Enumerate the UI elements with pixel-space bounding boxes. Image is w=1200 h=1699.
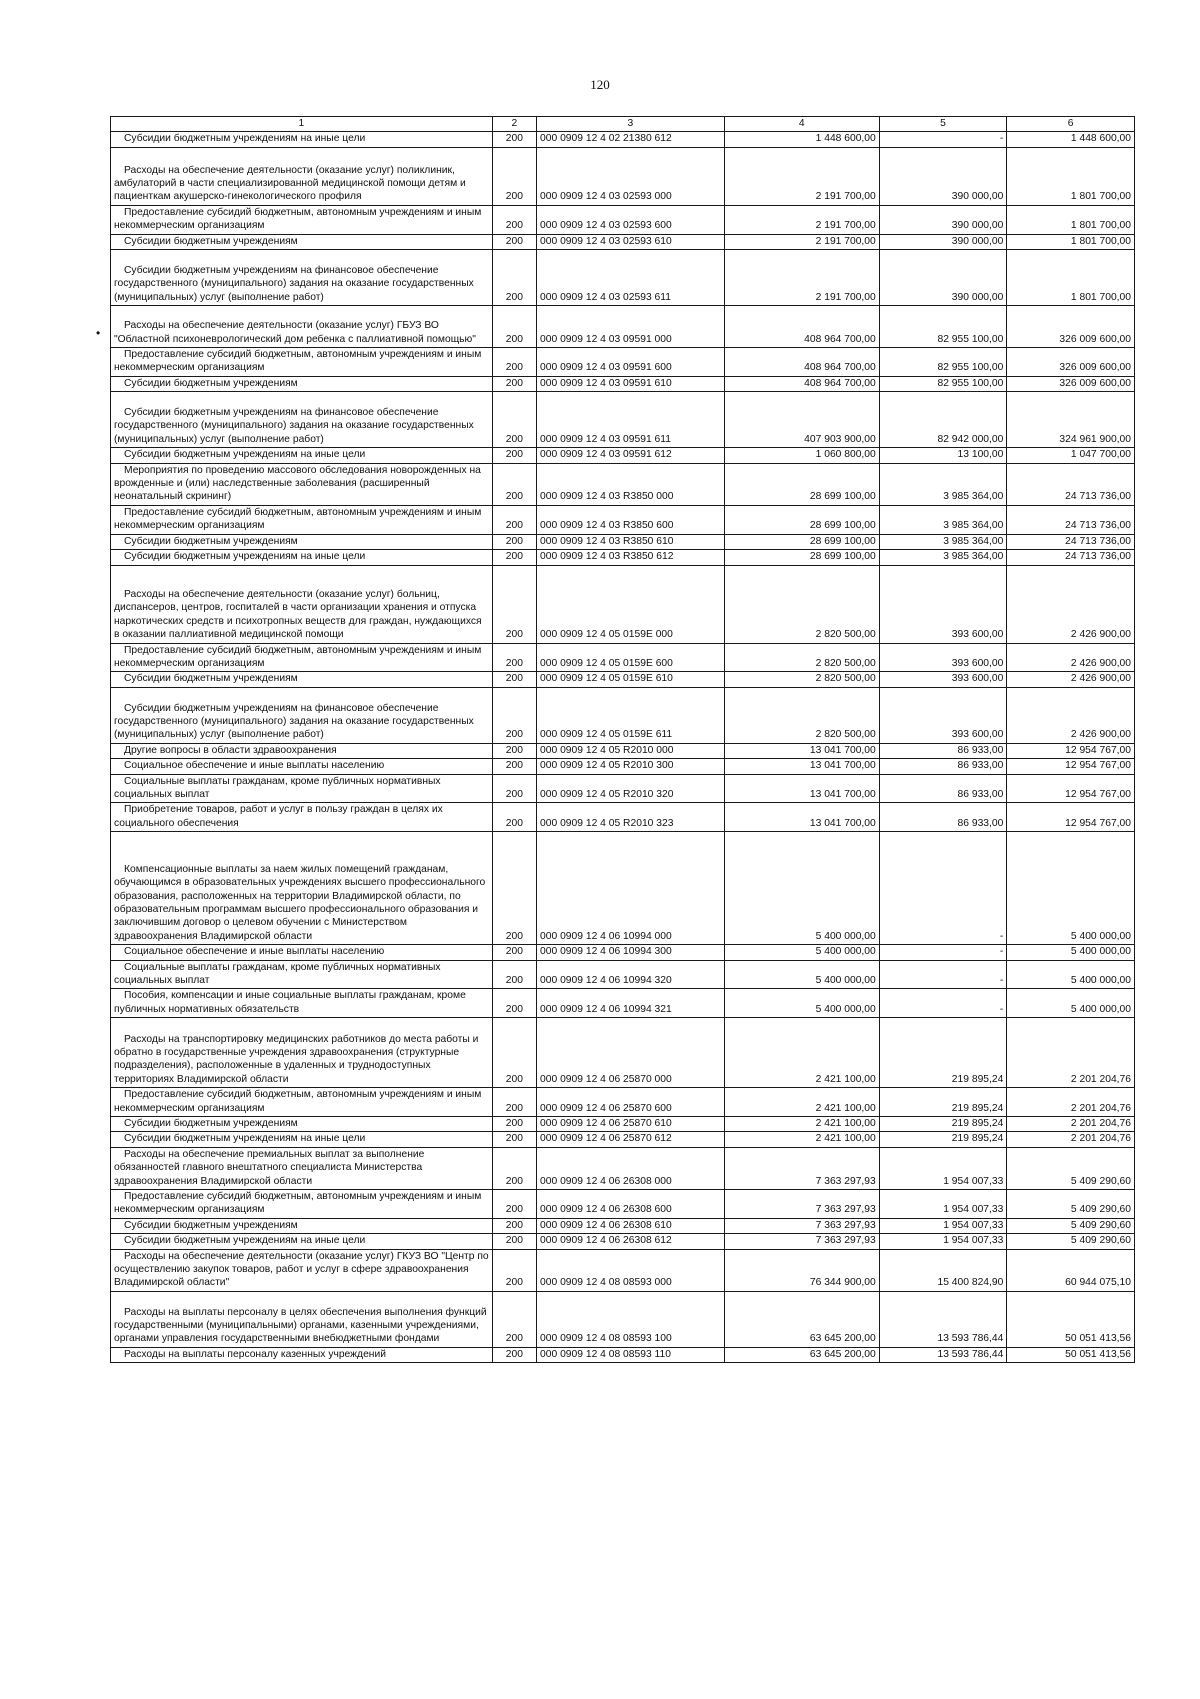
row-admin-code-cell: 200 (492, 448, 536, 463)
row-admin-code-cell: 200 (492, 234, 536, 249)
row-amount-cell: 7 363 297,93 (724, 1147, 879, 1189)
row-amount-cell: 13 041 700,00 (724, 803, 879, 832)
row-amount-cell: 2 201 204,76 (1007, 1117, 1135, 1132)
table-row (111, 743, 1135, 758)
table-row (111, 759, 1135, 774)
row-amount-cell: 390 000,00 (879, 234, 1007, 249)
row-amount-cell: 219 895,24 (879, 1088, 1007, 1117)
column-header-2: 2 (492, 117, 536, 132)
row-amount-cell: 50 051 413,56 (1007, 1291, 1135, 1347)
row-budget-code-cell: 000 0909 12 4 06 10994 300 (537, 945, 725, 960)
row-name-cell: Расходы на обеспечение деятельности (оказание услуг) ГБУЗ ВО "Областной психоневрологический дом ребенка с паллиативной помощью" (111, 306, 493, 348)
row-name-cell: Предоставление субсидий бюджетным, автономным учреждениям и иным некоммерческим организациям (111, 643, 493, 672)
row-budget-code-cell: 000 0909 12 4 06 10994 320 (537, 960, 725, 989)
row-name-cell: Социальное обеспечение и иные выплаты населению (111, 759, 493, 774)
row-admin-code-cell: 200 (492, 534, 536, 549)
row-admin-code-cell: 200 (492, 565, 536, 643)
row-amount-cell: 1 801 700,00 (1007, 147, 1135, 205)
row-admin-code-cell: 200 (492, 205, 536, 234)
column-header-4: 4 (724, 117, 879, 132)
row-admin-code-cell: 200 (492, 743, 536, 758)
row-amount-cell: - (879, 960, 1007, 989)
table-row (111, 234, 1135, 249)
row-name-cell: Субсидии бюджетным учреждениям на иные цели (111, 1234, 493, 1249)
column-header-1: 1 (111, 117, 493, 132)
row-budget-code-cell: 000 0909 12 4 08 08593 110 (537, 1347, 725, 1362)
row-admin-code-cell: 200 (492, 832, 536, 945)
row-amount-cell: 50 051 413,56 (1007, 1347, 1135, 1362)
row-amount-cell: 2 201 204,76 (1007, 1018, 1135, 1088)
row-name-cell: Мероприятия по проведению массового обследования новорожденных на врожденные и (или) наследственные заболевания (расширенный неонатальный скрининг) (111, 463, 493, 505)
table-row (111, 803, 1135, 832)
row-budget-code-cell: 000 0909 12 4 05 0159E 610 (537, 672, 725, 687)
row-budget-code-cell: 000 0909 12 4 06 10994 321 (537, 989, 725, 1018)
row-amount-cell: 2 820 500,00 (724, 565, 879, 643)
row-amount-cell: 86 933,00 (879, 743, 1007, 758)
row-admin-code-cell: 200 (492, 687, 536, 743)
table-row (111, 505, 1135, 534)
row-amount-cell: 1 448 600,00 (1007, 132, 1135, 147)
row-admin-code-cell: 200 (492, 1291, 536, 1347)
row-amount-cell: 2 820 500,00 (724, 672, 879, 687)
row-admin-code-cell: 200 (492, 774, 536, 803)
table-body (111, 132, 1135, 1363)
row-amount-cell: 86 933,00 (879, 774, 1007, 803)
table-row (111, 1234, 1135, 1249)
row-amount-cell: 2 421 100,00 (724, 1117, 879, 1132)
row-amount-cell: 5 400 000,00 (1007, 960, 1135, 989)
table-row (111, 1291, 1135, 1347)
row-name-cell: Субсидии бюджетным учреждениям (111, 672, 493, 687)
row-budget-code-cell: 000 0909 12 4 05 R2010 300 (537, 759, 725, 774)
row-name-cell: Расходы на обеспечение деятельности (оказание услуг) ГКУЗ ВО "Центр по осуществлению закупок товаров, работ и услуг в сфере здравоохранения Владимирской области" (111, 1249, 493, 1291)
row-amount-cell: 3 985 364,00 (879, 534, 1007, 549)
table-row (111, 945, 1135, 960)
row-amount-cell: 28 699 100,00 (724, 463, 879, 505)
row-amount-cell: 2 421 100,00 (724, 1132, 879, 1147)
row-amount-cell: 5 409 290,60 (1007, 1218, 1135, 1233)
row-budget-code-cell: 000 0909 12 4 06 26308 600 (537, 1190, 725, 1219)
row-name-cell: Расходы на обеспечение деятельности (оказание услуг) поликлиник, амбулаторий в части специализированной медицинской помощи детям и пациенткам акушерско-гинекологического профиля (111, 147, 493, 205)
table-row (111, 1018, 1135, 1088)
row-amount-cell: 13 041 700,00 (724, 743, 879, 758)
row-amount-cell: 2 201 204,76 (1007, 1088, 1135, 1117)
column-header-5: 5 (879, 117, 1007, 132)
row-amount-cell: 5 409 290,60 (1007, 1147, 1135, 1189)
table-row (111, 1190, 1135, 1219)
row-amount-cell: 393 600,00 (879, 672, 1007, 687)
row-budget-code-cell: 000 0909 12 4 03 R3850 000 (537, 463, 725, 505)
row-amount-cell: 5 400 000,00 (1007, 989, 1135, 1018)
row-name-cell: Расходы на выплаты персоналу казенных учреждений (111, 1347, 493, 1362)
row-amount-cell: 60 944 075,10 (1007, 1249, 1135, 1291)
row-amount-cell: 63 645 200,00 (724, 1347, 879, 1362)
row-budget-code-cell: 000 0909 12 4 03 R3850 612 (537, 550, 725, 565)
row-budget-code-cell: 000 0909 12 4 03 02593 600 (537, 205, 725, 234)
row-admin-code-cell: 200 (492, 1018, 536, 1088)
budget-table (110, 116, 1135, 1363)
row-amount-cell: 326 009 600,00 (1007, 306, 1135, 348)
row-amount-cell: 12 954 767,00 (1007, 759, 1135, 774)
table-row (111, 1249, 1135, 1291)
row-amount-cell: 219 895,24 (879, 1018, 1007, 1088)
row-amount-cell: - (879, 132, 1007, 147)
row-amount-cell: 1 954 007,33 (879, 1234, 1007, 1249)
row-budget-code-cell: 000 0909 12 4 03 02593 611 (537, 250, 725, 306)
row-amount-cell: 3 985 364,00 (879, 550, 1007, 565)
row-amount-cell: 13 041 700,00 (724, 774, 879, 803)
row-amount-cell: - (879, 945, 1007, 960)
row-name-cell: Субсидии бюджетным учреждениям на финансовое обеспечение государственного (муниципального) задания на оказание государственных (муниципальных) услуг (выполнение работ) (111, 392, 493, 448)
row-name-cell: Субсидии бюджетным учреждениям на иные цели (111, 448, 493, 463)
row-admin-code-cell: 200 (492, 1147, 536, 1189)
row-name-cell: Социальные выплаты гражданам, кроме публичных нормативных социальных выплат (111, 774, 493, 803)
column-header-6: 6 (1007, 117, 1135, 132)
row-budget-code-cell: 000 0909 12 4 05 0159E 611 (537, 687, 725, 743)
row-amount-cell: 219 895,24 (879, 1117, 1007, 1132)
row-admin-code-cell: 200 (492, 250, 536, 306)
row-budget-code-cell: 000 0909 12 4 03 09591 610 (537, 376, 725, 391)
row-name-cell: Пособия, компенсации и иные социальные выплаты гражданам, кроме публичных нормативных обязательств (111, 989, 493, 1018)
row-admin-code-cell: 200 (492, 132, 536, 147)
row-name-cell: Субсидии бюджетным учреждениям (111, 234, 493, 249)
table-row (111, 565, 1135, 643)
row-amount-cell: 24 713 736,00 (1007, 550, 1135, 565)
row-amount-cell: 2 191 700,00 (724, 147, 879, 205)
row-amount-cell: 2 820 500,00 (724, 687, 879, 743)
row-admin-code-cell: 200 (492, 672, 536, 687)
row-admin-code-cell: 200 (492, 1234, 536, 1249)
margin-mark: • (96, 326, 101, 340)
row-budget-code-cell: 000 0909 12 4 03 09591 000 (537, 306, 725, 348)
row-amount-cell: 5 400 000,00 (1007, 832, 1135, 945)
row-name-cell: Предоставление субсидий бюджетным, автономным учреждениям и иным некоммерческим организациям (111, 505, 493, 534)
table-row (111, 147, 1135, 205)
row-amount-cell: 390 000,00 (879, 147, 1007, 205)
row-amount-cell: 324 961 900,00 (1007, 392, 1135, 448)
row-admin-code-cell: 200 (492, 348, 536, 377)
row-amount-cell: 1 448 600,00 (724, 132, 879, 147)
row-amount-cell: 5 400 000,00 (1007, 945, 1135, 960)
row-budget-code-cell: 000 0909 12 4 03 R3850 610 (537, 534, 725, 549)
row-budget-code-cell: 000 0909 12 4 03 09591 600 (537, 348, 725, 377)
row-budget-code-cell: 000 0909 12 4 05 R2010 323 (537, 803, 725, 832)
row-name-cell: Субсидии бюджетным учреждениям на финансовое обеспечение государственного (муниципального) задания на оказание государственных (муниципальных) услуг (выполнение работ) (111, 687, 493, 743)
row-amount-cell: 5 400 000,00 (724, 945, 879, 960)
row-amount-cell: 86 933,00 (879, 803, 1007, 832)
row-budget-code-cell: 000 0909 12 4 03 R3850 600 (537, 505, 725, 534)
row-admin-code-cell: 200 (492, 1117, 536, 1132)
row-amount-cell: 2 426 900,00 (1007, 672, 1135, 687)
row-name-cell: Расходы на транспортировку медицинских работников до места работы и обратно в государственные учреждения здравоохранения (структурные подразделения), расположенные в удаленных и труднодоступных территориях Владимирской области (111, 1018, 493, 1088)
column-header-3: 3 (537, 117, 725, 132)
row-budget-code-cell: 000 0909 12 4 06 25870 600 (537, 1088, 725, 1117)
row-amount-cell: 2 191 700,00 (724, 234, 879, 249)
row-amount-cell: 5 400 000,00 (724, 989, 879, 1018)
row-amount-cell: 7 363 297,93 (724, 1190, 879, 1219)
row-name-cell: Расходы на обеспечение деятельности (оказание услуг) больниц, диспансеров, центров, госпиталей в части организации хранения и отпуска наркотических средств и психотропных веществ для граждан, нуждающихся в оказании паллиативной медицинской помощи (111, 565, 493, 643)
table-row (111, 687, 1135, 743)
table-row (111, 1347, 1135, 1362)
row-amount-cell: 12 954 767,00 (1007, 803, 1135, 832)
table-row (111, 960, 1135, 989)
row-amount-cell: 2 421 100,00 (724, 1088, 879, 1117)
row-budget-code-cell: 000 0909 12 4 03 02593 000 (537, 147, 725, 205)
row-admin-code-cell: 200 (492, 147, 536, 205)
row-amount-cell: 393 600,00 (879, 643, 1007, 672)
row-admin-code-cell: 200 (492, 643, 536, 672)
row-amount-cell: 2 191 700,00 (724, 205, 879, 234)
row-amount-cell: 82 955 100,00 (879, 376, 1007, 391)
row-admin-code-cell: 200 (492, 989, 536, 1018)
row-amount-cell: 15 400 824,90 (879, 1249, 1007, 1291)
row-amount-cell: 12 954 767,00 (1007, 774, 1135, 803)
table-row (111, 774, 1135, 803)
row-budget-code-cell: 000 0909 12 4 05 R2010 000 (537, 743, 725, 758)
table-row (111, 376, 1135, 391)
row-amount-cell: 5 400 000,00 (724, 960, 879, 989)
row-amount-cell: 24 713 736,00 (1007, 463, 1135, 505)
row-budget-code-cell: 000 0909 12 4 05 R2010 320 (537, 774, 725, 803)
table-row (111, 832, 1135, 945)
row-amount-cell: 2 191 700,00 (724, 250, 879, 306)
row-admin-code-cell: 200 (492, 1218, 536, 1233)
row-amount-cell: 13 593 786,44 (879, 1347, 1007, 1362)
row-budget-code-cell: 000 0909 12 4 03 02593 610 (537, 234, 725, 249)
table-row (111, 1218, 1135, 1233)
row-amount-cell: 407 903 900,00 (724, 392, 879, 448)
row-amount-cell: 1 801 700,00 (1007, 234, 1135, 249)
row-name-cell: Расходы на обеспечение премиальных выплат за выполнение обязанностей главного внештатного специалиста Министерства здравоохранения Владимирской области (111, 1147, 493, 1189)
row-amount-cell: 7 363 297,93 (724, 1234, 879, 1249)
table-row (111, 463, 1135, 505)
row-amount-cell: 408 964 700,00 (724, 306, 879, 348)
table-row (111, 132, 1135, 147)
row-amount-cell: 1 954 007,33 (879, 1190, 1007, 1219)
row-admin-code-cell: 200 (492, 376, 536, 391)
row-amount-cell: 28 699 100,00 (724, 505, 879, 534)
table-row (111, 643, 1135, 672)
row-name-cell: Субсидии бюджетным учреждениям (111, 1117, 493, 1132)
row-name-cell: Расходы на выплаты персоналу в целях обеспечения выполнения функций государственными (муниципальными) органами, казенными учреждениями, органами управления государственными внебюджетными фондами (111, 1291, 493, 1347)
row-budget-code-cell: 000 0909 12 4 05 0159E 000 (537, 565, 725, 643)
row-budget-code-cell: 000 0909 12 4 05 0159E 600 (537, 643, 725, 672)
table-row (111, 1088, 1135, 1117)
row-admin-code-cell: 200 (492, 306, 536, 348)
row-amount-cell: 28 699 100,00 (724, 550, 879, 565)
row-name-cell: Субсидии бюджетным учреждениям (111, 1218, 493, 1233)
table-row (111, 1117, 1135, 1132)
row-amount-cell: 2 426 900,00 (1007, 565, 1135, 643)
row-budget-code-cell: 000 0909 12 4 06 10994 000 (537, 832, 725, 945)
row-amount-cell: 13 041 700,00 (724, 759, 879, 774)
row-budget-code-cell: 000 0909 12 4 02 21380 612 (537, 132, 725, 147)
row-admin-code-cell: 200 (492, 960, 536, 989)
row-amount-cell: 408 964 700,00 (724, 348, 879, 377)
row-budget-code-cell: 000 0909 12 4 06 26308 000 (537, 1147, 725, 1189)
row-amount-cell: 2 201 204,76 (1007, 1132, 1135, 1147)
row-amount-cell: 86 933,00 (879, 759, 1007, 774)
row-amount-cell: 390 000,00 (879, 250, 1007, 306)
table-row (111, 672, 1135, 687)
table-row (111, 205, 1135, 234)
row-amount-cell: 24 713 736,00 (1007, 534, 1135, 549)
row-amount-cell: 63 645 200,00 (724, 1291, 879, 1347)
row-name-cell: Субсидии бюджетным учреждениям на финансовое обеспечение государственного (муниципального) задания на оказание государственных (муниципальных) услуг (выполнение работ) (111, 250, 493, 306)
row-amount-cell: 5 409 290,60 (1007, 1190, 1135, 1219)
row-name-cell: Приобретение товаров, работ и услуг в пользу граждан в целях их социального обеспечения (111, 803, 493, 832)
row-amount-cell: 82 942 000,00 (879, 392, 1007, 448)
row-amount-cell: 82 955 100,00 (879, 348, 1007, 377)
row-budget-code-cell: 000 0909 12 4 06 25870 610 (537, 1117, 725, 1132)
row-amount-cell: 3 985 364,00 (879, 505, 1007, 534)
row-budget-code-cell: 000 0909 12 4 08 08593 000 (537, 1249, 725, 1291)
row-amount-cell: 1 047 700,00 (1007, 448, 1135, 463)
table-row (111, 1132, 1135, 1147)
row-amount-cell: 219 895,24 (879, 1132, 1007, 1147)
row-name-cell: Социальные выплаты гражданам, кроме публичных нормативных социальных выплат (111, 960, 493, 989)
row-budget-code-cell: 000 0909 12 4 06 26308 612 (537, 1234, 725, 1249)
row-amount-cell: 76 344 900,00 (724, 1249, 879, 1291)
table-row (111, 1147, 1135, 1189)
row-amount-cell: 82 955 100,00 (879, 306, 1007, 348)
row-name-cell: Субсидии бюджетным учреждениям на иные цели (111, 550, 493, 565)
row-admin-code-cell: 200 (492, 1347, 536, 1362)
row-name-cell: Предоставление субсидий бюджетным, автономным учреждениям и иным некоммерческим организациям (111, 348, 493, 377)
row-admin-code-cell: 200 (492, 550, 536, 565)
row-admin-code-cell: 200 (492, 392, 536, 448)
row-budget-code-cell: 000 0909 12 4 06 25870 000 (537, 1018, 725, 1088)
row-name-cell: Другие вопросы в области здравоохранения (111, 743, 493, 758)
row-amount-cell: 408 964 700,00 (724, 376, 879, 391)
row-amount-cell: - (879, 832, 1007, 945)
row-amount-cell: 393 600,00 (879, 565, 1007, 643)
row-amount-cell: 1 954 007,33 (879, 1147, 1007, 1189)
row-budget-code-cell: 000 0909 12 4 06 25870 612 (537, 1132, 725, 1147)
row-amount-cell: 326 009 600,00 (1007, 376, 1135, 391)
row-name-cell: Субсидии бюджетным учреждениям (111, 376, 493, 391)
row-amount-cell: 1 954 007,33 (879, 1218, 1007, 1233)
row-name-cell: Субсидии бюджетным учреждениям (111, 534, 493, 549)
table-row (111, 550, 1135, 565)
row-admin-code-cell: 200 (492, 1132, 536, 1147)
table-row (111, 448, 1135, 463)
row-amount-cell: 5 409 290,60 (1007, 1234, 1135, 1249)
table-row (111, 534, 1135, 549)
table-row (111, 306, 1135, 348)
row-admin-code-cell: 200 (492, 803, 536, 832)
row-amount-cell: 326 009 600,00 (1007, 348, 1135, 377)
row-admin-code-cell: 200 (492, 945, 536, 960)
row-admin-code-cell: 200 (492, 1249, 536, 1291)
row-name-cell: Компенсационные выплаты за наем жилых помещений гражданам, обучающимся в образовательных учреждениях высшего профессионального образования, расположенных на территории Владимирской области, по образовательным программам высшего профессионального образования и заключившим договор о целевом обучении с Министерством здравоохранения Владимирской области (111, 832, 493, 945)
table-row (111, 392, 1135, 448)
row-admin-code-cell: 200 (492, 505, 536, 534)
row-amount-cell: 24 713 736,00 (1007, 505, 1135, 534)
row-amount-cell: 28 699 100,00 (724, 534, 879, 549)
header-row (111, 117, 1135, 132)
row-name-cell: Предоставление субсидий бюджетным, автономным учреждениям и иным некоммерческим организациям (111, 1190, 493, 1219)
row-budget-code-cell: 000 0909 12 4 08 08593 100 (537, 1291, 725, 1347)
row-amount-cell: 390 000,00 (879, 205, 1007, 234)
row-amount-cell: 1 060 800,00 (724, 448, 879, 463)
row-name-cell: Предоставление субсидий бюджетным, автономным учреждениям и иным некоммерческим организациям (111, 1088, 493, 1117)
row-amount-cell: 1 801 700,00 (1007, 205, 1135, 234)
row-admin-code-cell: 200 (492, 1088, 536, 1117)
row-budget-code-cell: 000 0909 12 4 03 09591 612 (537, 448, 725, 463)
row-admin-code-cell: 200 (492, 759, 536, 774)
row-amount-cell: 2 421 100,00 (724, 1018, 879, 1088)
row-name-cell: Социальное обеспечение и иные выплаты населению (111, 945, 493, 960)
row-amount-cell: 393 600,00 (879, 687, 1007, 743)
row-admin-code-cell: 200 (492, 463, 536, 505)
row-budget-code-cell: 000 0909 12 4 06 26308 610 (537, 1218, 725, 1233)
row-amount-cell: 12 954 767,00 (1007, 743, 1135, 758)
row-amount-cell: 3 985 364,00 (879, 463, 1007, 505)
row-name-cell: Предоставление субсидий бюджетным, автономным учреждениям и иным некоммерческим организациям (111, 205, 493, 234)
page-number: 120 (590, 77, 610, 92)
row-name-cell: Субсидии бюджетным учреждениям на иные цели (111, 132, 493, 147)
row-amount-cell: 1 801 700,00 (1007, 250, 1135, 306)
row-name-cell: Субсидии бюджетным учреждениям на иные цели (111, 1132, 493, 1147)
row-amount-cell: 7 363 297,93 (724, 1218, 879, 1233)
row-amount-cell: 13 100,00 (879, 448, 1007, 463)
row-amount-cell: 2 426 900,00 (1007, 687, 1135, 743)
table-row (111, 250, 1135, 306)
row-amount-cell: 13 593 786,44 (879, 1291, 1007, 1347)
row-amount-cell: 5 400 000,00 (724, 832, 879, 945)
row-amount-cell: 2 426 900,00 (1007, 643, 1135, 672)
table-row (111, 348, 1135, 377)
row-budget-code-cell: 000 0909 12 4 03 09591 611 (537, 392, 725, 448)
row-amount-cell: - (879, 989, 1007, 1018)
table-row (111, 989, 1135, 1018)
row-admin-code-cell: 200 (492, 1190, 536, 1219)
row-amount-cell: 2 820 500,00 (724, 643, 879, 672)
